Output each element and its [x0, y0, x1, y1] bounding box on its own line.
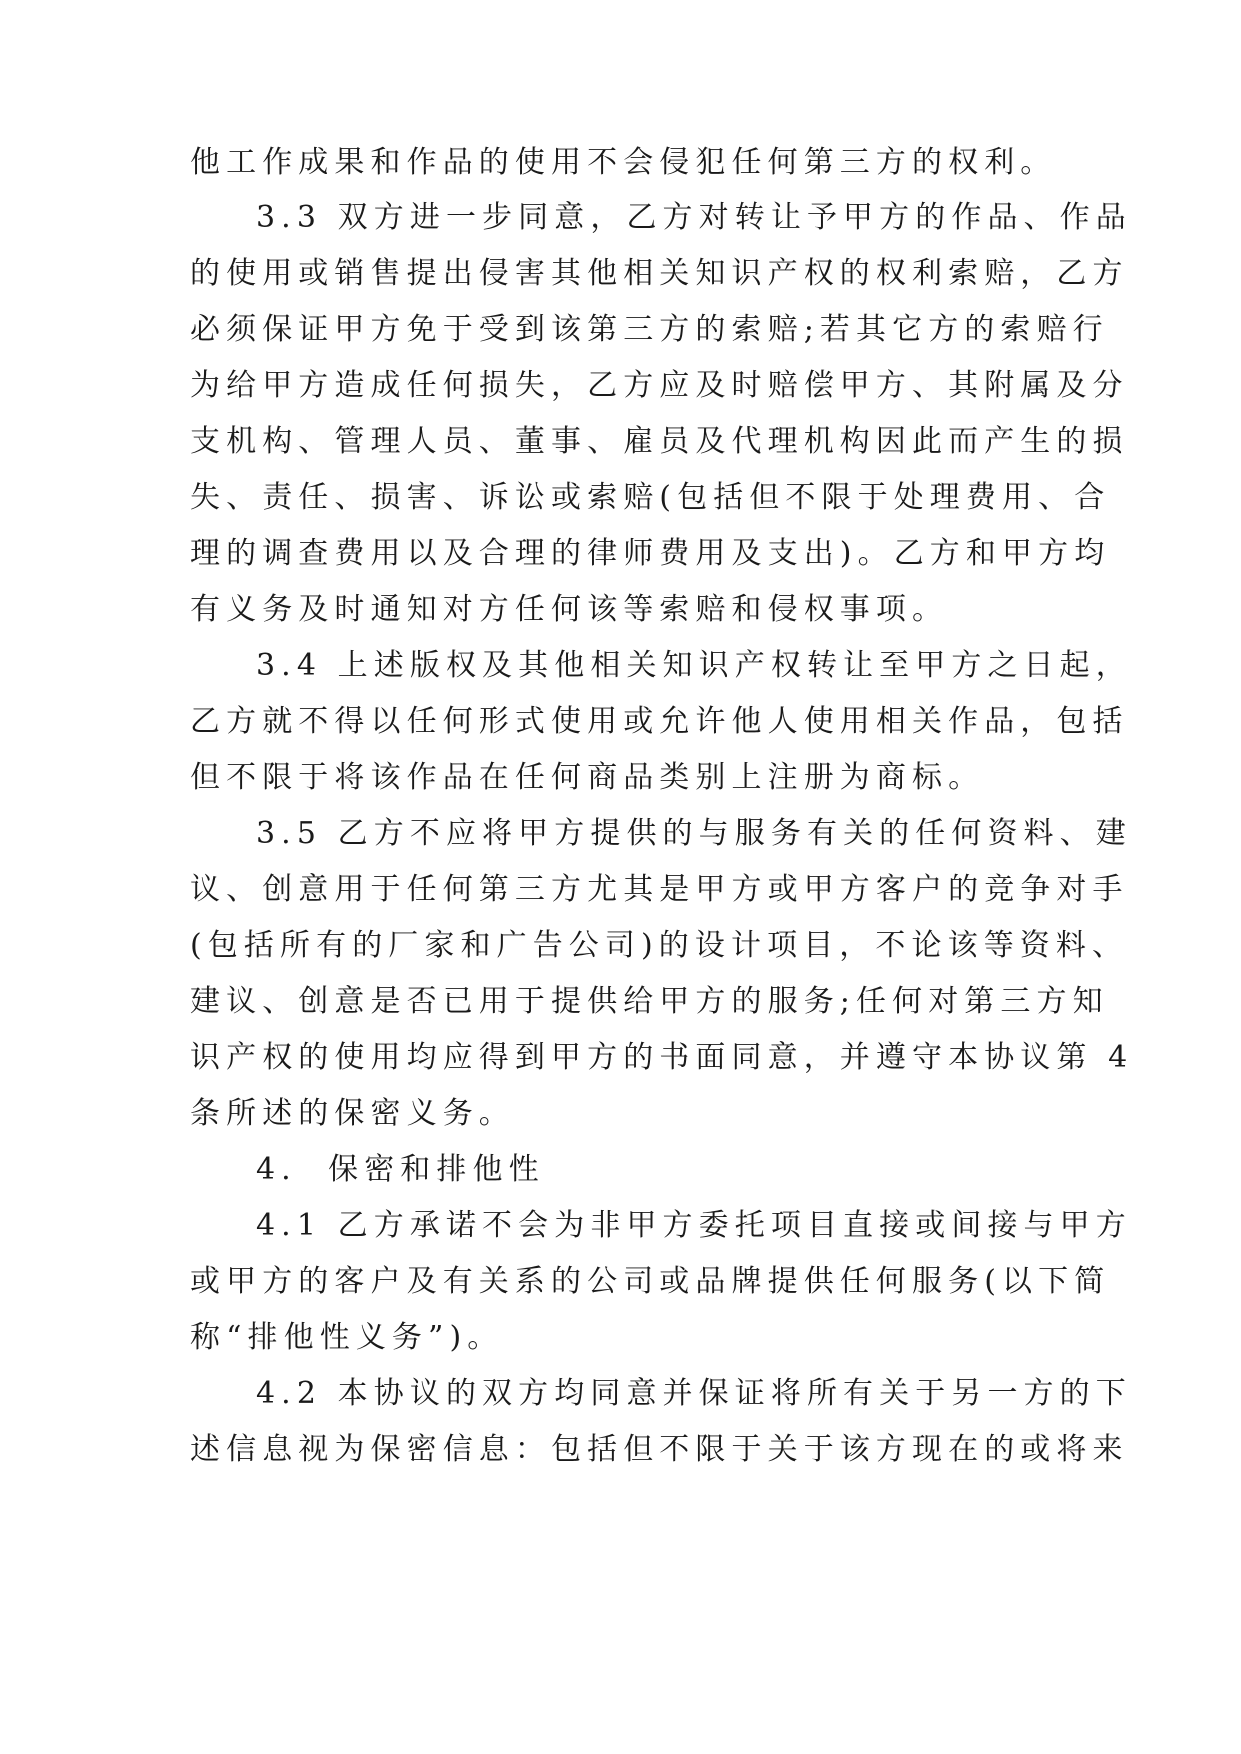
text-line: 称“排他性义务”)。: [190, 1320, 504, 1355]
text-line: 失、责任、损害、诉讼或索赔(包括但不限于处理费用、合: [190, 480, 1111, 515]
text-line: 3.3 双方进一步同意，乙方对转让予甲方的作品、作品: [256, 200, 1132, 235]
section-heading: 4. 保密和排他性: [256, 1152, 545, 1187]
text-line: 的使用或销售提出侵害其他相关知识产权的权利索赔，乙方: [190, 256, 1129, 291]
text-line: 必须保证甲方免于受到该第三方的索赔;若其它方的索赔行: [190, 312, 1109, 347]
text-line: 为给甲方造成任何损失，乙方应及时赔偿甲方、其附属及分: [190, 368, 1129, 403]
text-line: 他工作成果和作品的使用不会侵犯任何第三方的权利。: [190, 145, 1057, 180]
text-line: 或甲方的客户及有关系的公司或品牌提供任何服务(以下简: [190, 1264, 1111, 1299]
text-line: 理的调查费用以及合理的律师费用及支出)。乙方和甲方均: [190, 536, 1111, 571]
text-line: 支机构、管理人员、董事、雇员及代理机构因此而产生的损: [190, 424, 1129, 459]
text-line: 3.5 乙方不应将甲方提供的与服务有关的任何资料、建: [256, 816, 1132, 851]
text-line: 有义务及时通知对方任何该等索赔和侵权事项。: [190, 592, 949, 627]
text-line: 条所述的保密义务。: [190, 1096, 515, 1131]
text-line: 4.2 本协议的双方均同意并保证将所有关于另一方的下: [256, 1376, 1132, 1411]
text-line: 4.1 乙方承诺不会为非甲方委托项目直接或间接与甲方: [256, 1208, 1132, 1243]
text-line: 3.4 上述版权及其他相关知识产权转让至甲方之日起，: [256, 648, 1132, 683]
text-line: 建议、创意是否已用于提供给甲方的服务;任何对第三方知: [190, 984, 1109, 1019]
text-line: 述信息视为保密信息：包括但不限于关于该方现在的或将来: [190, 1432, 1129, 1467]
text-line: 但不限于将该作品在任何商品类别上注册为商标。: [190, 760, 985, 795]
text-line: 议、创意用于任何第三方尤其是甲方或甲方客户的竞争对手: [190, 872, 1129, 907]
text-line: (包括所有的厂家和广告公司)的设计项目，不论该等资料、: [190, 928, 1129, 963]
text-line: 识产权的使用均应得到甲方的书面同意，并遵守本协议第 4: [190, 1040, 1134, 1075]
text-line: 乙方就不得以任何形式使用或允许他人使用相关作品，包括: [190, 704, 1129, 739]
